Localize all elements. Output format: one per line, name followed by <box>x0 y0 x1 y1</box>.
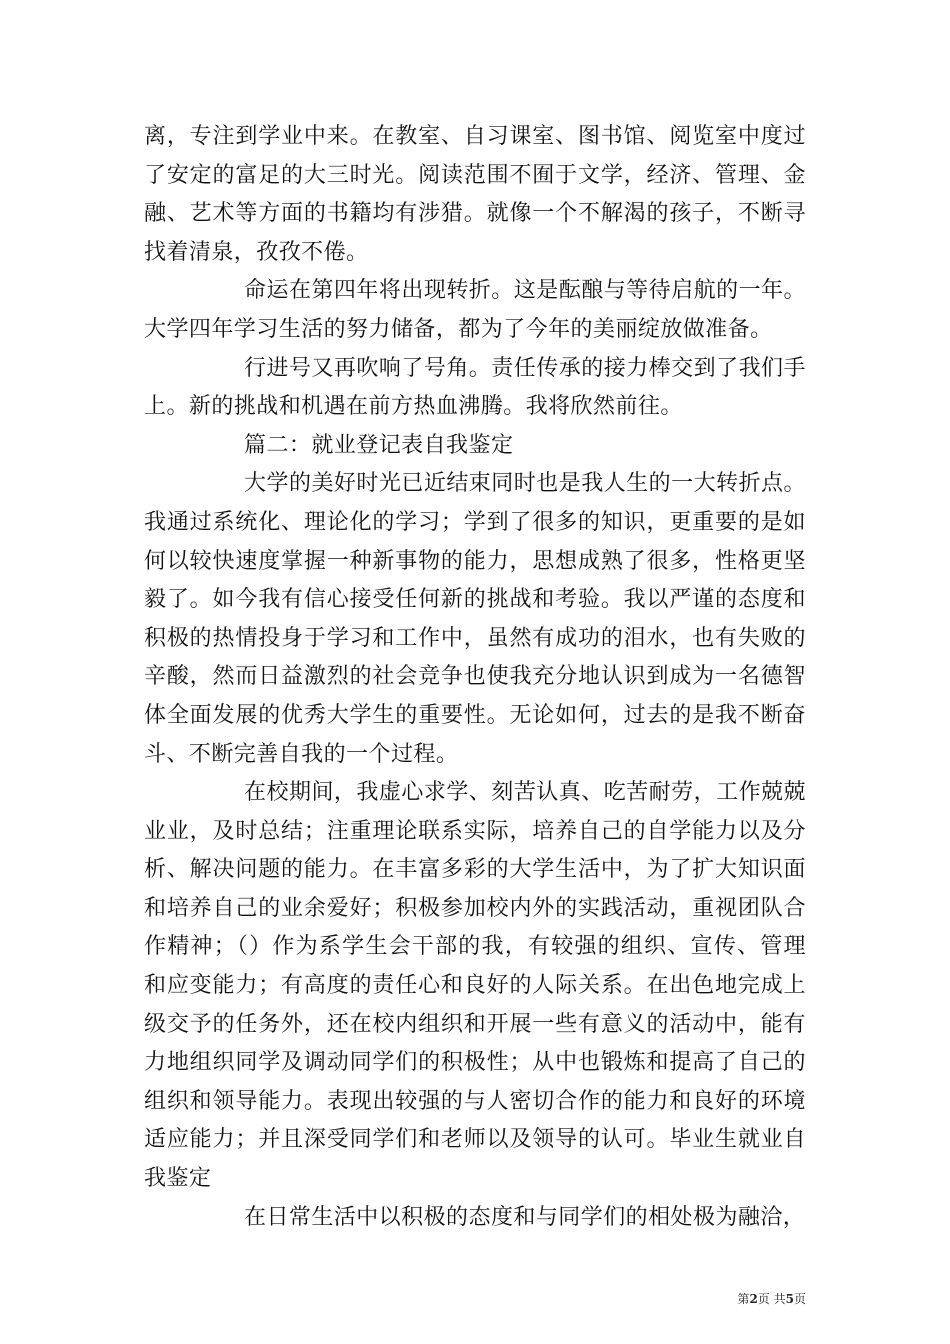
paragraph-5: 在校期间，我虚心求学、刻苦认真、吃苦耐劳，工作兢兢业业，及时总结；注重理论联系实际，培养自己的自学能力以及分析、解决问题的能力。在丰富多彩的大学生活中，为了扩大知识面和培养自己的业余爱好；积极参加校内外的实践活动，重视团队合作精神；（）作为系学生会干部的我，有较强的组织、宣传、管理和应变能力；有高度的责任心和良好的人际关系。在出色地完成上级交予的任务外，还在校内组织和开展一些有意义的活动中，能有力地组织同学及调动同学们的积极性；从中也锻炼和提高了自己的组织和领导能力。表现出较强的与人密切合作的能力和良好的环境适应能力；并且深受同学们和老师以及领导的认可。毕业生就业自我鉴定 <box>144 780 806 1192</box>
footer-total-pages: 5 <box>785 1292 794 1306</box>
section-heading: 篇二：就业登记表自我鉴定 <box>244 432 514 458</box>
paragraph-6: 在日常生活中以积极的态度和与同学们的相处极为融洽， <box>244 1204 806 1230</box>
page-footer <box>737 1291 806 1307</box>
footer-prefix: 第 <box>737 1292 750 1306</box>
paragraph-2: 命运在第四年将出现转折。这是酝酿与等待启航的一年。大学四年学习生活的努力储备，都为了今年的美丽绽放做准备。 <box>144 278 806 342</box>
footer-middle: 页 共 <box>757 1292 786 1306</box>
paragraph-4: 大学的美好时光已近结束同时也是我人生的一大转折点。我通过系统化、理论化的学习；学到了很多的知识，更重要的是如何以较快速度掌握一种新事物的能力，思想成熟了很多，性格更坚毅了。如今我有信心接受任何新的挑战和考验。我以严谨的态度和积极的热情投身于学习和工作中，虽然有成功的泪水，也有失败的辛酸，然而日益激烈的社会竞争也使我充分地认识到成为一名德智体全面发展的优秀大学生的重要性。无论如何，过去的是我不断奋斗、不断完善自我的一个过程。 <box>144 471 806 767</box>
footer-page-number: 2 <box>749 1292 758 1306</box>
paragraph-1: 离，专注到学业中来。在教室、自习课室、图书馆、阅览室中度过了安定的富足的大三时光。阅读范围不囿于文学，经济、管理、金融、艺术等方面的书籍均有涉猎。就像一个不解渴的孩子，不断寻找着清泉，孜孜不倦。 <box>144 124 806 265</box>
footer-suffix: 页 <box>793 1292 806 1306</box>
document-body <box>144 118 806 1237</box>
paragraph-3: 行进号又再吹响了号角。责任传承的接力棒交到了我们手上。新的挑战和机遇在前方热血沸腾。我将欣然前往。 <box>144 355 806 420</box>
